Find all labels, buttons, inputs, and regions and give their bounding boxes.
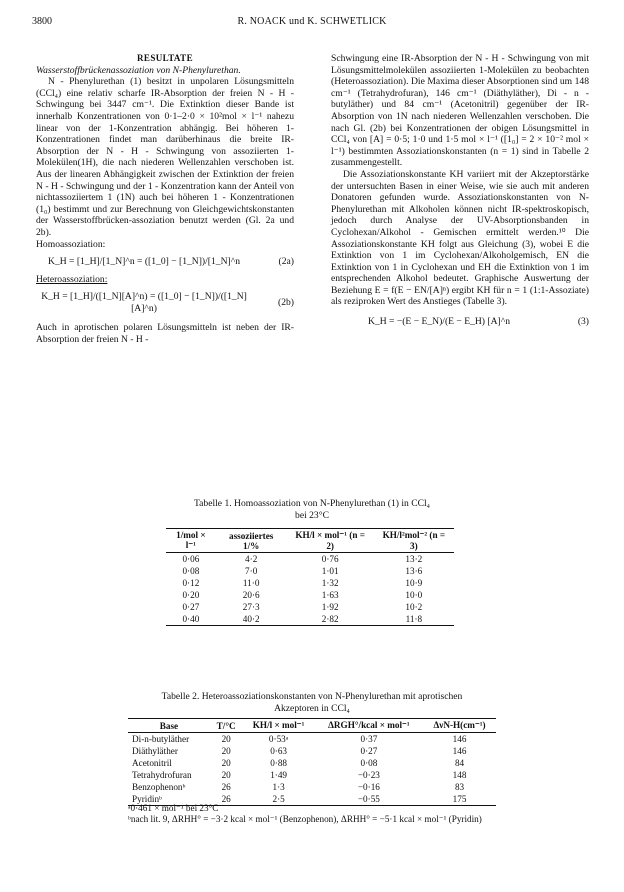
paragraph: Auch in aprotischen polaren Lösungsmitteln ist neben der IR-Absorption der freien N - H - xyxy=(36,322,294,346)
table-row xyxy=(128,769,496,781)
table-cell: 10·2 xyxy=(405,602,423,612)
table-cell: −0·23 xyxy=(357,770,380,780)
table-row xyxy=(128,781,496,793)
table-cell: 13·2 xyxy=(405,554,423,564)
table-cell: 146 xyxy=(452,734,467,744)
caption-line: Akzeptoren in CCl₄ xyxy=(274,702,350,714)
table-row xyxy=(128,757,496,769)
table-cell: 20 xyxy=(221,746,231,756)
table1-caption xyxy=(40,498,584,521)
column-header: ΔνN-H(cm⁻¹) xyxy=(423,719,496,733)
table-row xyxy=(166,613,454,626)
table-cell: 0·76 xyxy=(321,554,339,564)
table-cell: 0·88 xyxy=(270,758,288,768)
table-cell: 0·06 xyxy=(182,554,200,564)
paragraph: Schwingung eine IR-Absorption der N - H - Schwingung von mit Lösungsmittelmolekülen assoziierten 1-Molekülen zu beobachten (Heteroassoziation). Die Maxima dieser Absorptionen sind um 148 cm⁻¹ (Tetrahydrofuran), 146 cm⁻¹ (Diäthyläther), Di - n - butyläther) und 84 cm⁻¹ (Acetonitril) gegenüber der IR-Absorption von 1N nach niederen Wellenzahlen verschoben. Die nach Gl. (2b) bei Konzentrationen der obigen Lösungsmittel in CCl₄ von [A] = 0·5; 1·0 und 1·5 mol × l⁻¹ ([1₀] = 2 × 10⁻² mol × l⁻¹) bestimmten Assoziationskonstanten (n = 1) sind in Tabelle 2 zusammengestellt. xyxy=(331,53,589,169)
table-cell: 2·5 xyxy=(243,793,315,806)
table-cell: 10·0 xyxy=(405,590,423,600)
paragraph: N - Phenylurethan (1) besitzt in unpolaren Lösungsmitteln (CCl₄) eine relativ scharfe IR-Absorption der freien N - H - Schwingung bei 3447 cm⁻¹. Die Extinktion dieser Bande ist innerhalb Konzentrationen von 0·1–2·0 × 10²mol × l⁻¹ nahezu linear von der 1-Konzentration abhängig. Bei höheren 1-Konzentrationen findet man darüberhinaus die breite IR-Absorption der N - H - Schwingung von assoziierten 1-Molekülen(1H), die nach niederen Wellenzahlen verschoben ist. Aus der linearen Abhängigkeit zwischen der Extinktion der freien N - H - Schwingung und der 1 - Konzentration kann der Anteil von nichtassoziiertem 1 (1N) auch bei höheren 1 - Konzentrationen (1₀) bestimmt und zur Berechnung von Gleichgewichtskonstanten der Wasserstoffbrücken-assoziation benutzt werden (Gl. 2a und 2b). xyxy=(36,76,294,238)
table-cell: 148 xyxy=(452,770,467,780)
footnote-b: ᵇnach lit. 9, ΔRHH° = −3·2 kcal × mol⁻¹ (Benzophenon), ΔRHH° = −5·1 kcal × mol⁻¹ (Pyridin) xyxy=(128,814,482,825)
table-cell: 175 xyxy=(423,793,496,806)
column-header: KH/l²mol⁻² (n = 3) xyxy=(374,529,454,553)
table-cell: 27·3 xyxy=(242,602,260,612)
table-cell: 146 xyxy=(452,746,467,756)
equation: K_H = [1_H]/[1_N]^n = ([1_0] − [1_N])/[1_N]^n xyxy=(47,256,241,268)
table-cell: 84 xyxy=(454,758,465,768)
table-cell: 0·63 xyxy=(270,746,288,756)
table-cell: 10·9 xyxy=(405,578,423,588)
table-cell: 83 xyxy=(454,782,465,792)
caption-line: bei 23°C xyxy=(295,509,329,521)
hetero-label: Heteroassoziation: xyxy=(36,273,108,285)
table-cell: 1·92 xyxy=(321,602,339,612)
table-cell: 20·6 xyxy=(242,590,260,600)
page-number: 3800 xyxy=(32,16,52,27)
table-cell: 0·53ᵃ xyxy=(268,734,289,744)
table-cell: 0·40 xyxy=(166,613,216,626)
table-cell: 0·27 xyxy=(360,746,378,756)
caption-line: Tabelle 1. Homoassoziation von N-Phenylurethan (1) in CCl₄ xyxy=(193,498,431,509)
table-row xyxy=(166,589,454,601)
table-cell: 11·0 xyxy=(242,578,260,588)
table-cell: −0·55 xyxy=(315,793,423,806)
table-cell: Pyridinᵇ xyxy=(128,793,210,806)
running-title: R. NOACK und K. SCHWETLICK xyxy=(237,16,387,27)
equation-number: (2b) xyxy=(278,297,294,309)
column-header: T/°C xyxy=(210,719,243,733)
table-cell: 20 xyxy=(221,734,231,744)
table-cell: 1·49 xyxy=(270,770,288,780)
column-header: 1/mol × l⁻¹ xyxy=(166,529,216,553)
table-cell: 1·63 xyxy=(321,590,339,600)
equation-number: (3) xyxy=(577,316,589,328)
table-cell: Diäthyläther xyxy=(132,746,178,756)
table-cell: 0·08 xyxy=(360,758,378,768)
table-cell: Acetonitril xyxy=(132,758,172,768)
table-2 xyxy=(128,718,496,806)
table-cell: 13·6 xyxy=(405,566,423,576)
column-header: KH/l × mol⁻¹ xyxy=(243,719,315,733)
caption-line: Tabelle 2. Heteroassoziationskonstanten von N-Phenylurethan mit aprotischen xyxy=(161,691,463,702)
table-1 xyxy=(166,528,454,626)
table2-caption xyxy=(40,691,584,714)
table-cell: 1·32 xyxy=(321,578,339,588)
table-cell: 11·8 xyxy=(374,613,454,626)
table-cell: 20 xyxy=(221,758,231,768)
table-row xyxy=(166,577,454,589)
table-cell: Benzophenonᵇ xyxy=(132,782,186,792)
equation-number: (2a) xyxy=(278,256,294,268)
table-cell: 0·27 xyxy=(182,602,200,612)
table-row xyxy=(166,601,454,613)
table-cell: 0·37 xyxy=(360,734,378,744)
table-cell: 40·2 xyxy=(216,613,287,626)
table-cell: 0·20 xyxy=(182,590,200,600)
equation-2a xyxy=(36,256,294,268)
table-cell: 26 xyxy=(210,793,243,806)
paragraph: Die Assoziationskonstante KH variiert mit der Akzeptorstärke der untersuchten Basen in einer Weise, wie sie auch mit anderen Donatoren gefunden wurde. Assoziationskonstanten von N-Phenylurethan mit Alkoholen können nicht IR-spektroskopisch, jedoch durch Analyse der UV-Absorptionsbanden in Cyclohexan/Alkohol - Gemischen ermittelt werden.¹⁰ Die Assoziationskonstante KH folgt aus Gleichung (3), wobei E die Extinktion von 1 im Cyclohexan/Alkoholgemisch, EN die Extinktion von 1 in Cyclohexan und EH die Extinktion von 1 im entsprechenden Alkohol bedeutet. Graphische Auswertung der Beziehung E = f(E − EN/[A]ⁿ) ergibt KH für n = 1 (1:1-Assoziate) als reziproken Wert des Anstieges (Tabelle 3). xyxy=(331,168,589,308)
equation: K_H = [1_H]/([1_N][A]^n) = ([1_0] − [1_N])/([1_N][A]^n) xyxy=(41,291,247,314)
table2-footnotes xyxy=(128,803,500,825)
table-row xyxy=(128,733,496,746)
section-heading: RESULTATE xyxy=(137,53,193,63)
table-cell: 1·01 xyxy=(321,566,339,576)
left-column xyxy=(36,53,294,346)
homo-label: Homoassoziation: xyxy=(36,238,106,250)
subheading: Wasserstoffbrückenassoziation von N-Phenylurethan. xyxy=(36,64,241,76)
column-header: assoziiertes 1/% xyxy=(216,529,287,553)
equation-2b xyxy=(36,291,294,314)
table-cell: −0·16 xyxy=(357,782,380,792)
table-row xyxy=(166,565,454,577)
table-cell: 2·82 xyxy=(287,613,374,626)
table-cell: 4·2 xyxy=(245,554,258,564)
table-cell: 7·0 xyxy=(245,566,258,576)
column-header: ΔRGH°/kcal × mol⁻¹ xyxy=(315,719,423,733)
column-header: Base xyxy=(128,719,210,733)
table-cell: Tetrahydrofuran xyxy=(132,770,192,780)
table-cell: 0·08 xyxy=(182,566,200,576)
column-header: KH/l × mol⁻¹ (n = 2) xyxy=(287,529,374,553)
equation-3 xyxy=(331,316,589,328)
table-cell: 26 xyxy=(221,782,231,792)
equation: K_H = −(E − E_N)/(E − E_H) [A]^n xyxy=(367,316,511,328)
table-cell: Di-n-butyläther xyxy=(132,734,190,744)
footnote-a: ᵃ0·461 × mol⁻¹ bei 23°C xyxy=(128,803,219,813)
table-row xyxy=(166,553,454,566)
table-cell: 0·12 xyxy=(182,578,200,588)
table-cell: 20 xyxy=(221,770,231,780)
right-column xyxy=(331,53,589,334)
table-cell: 1·3 xyxy=(272,782,285,792)
table-row xyxy=(128,745,496,757)
